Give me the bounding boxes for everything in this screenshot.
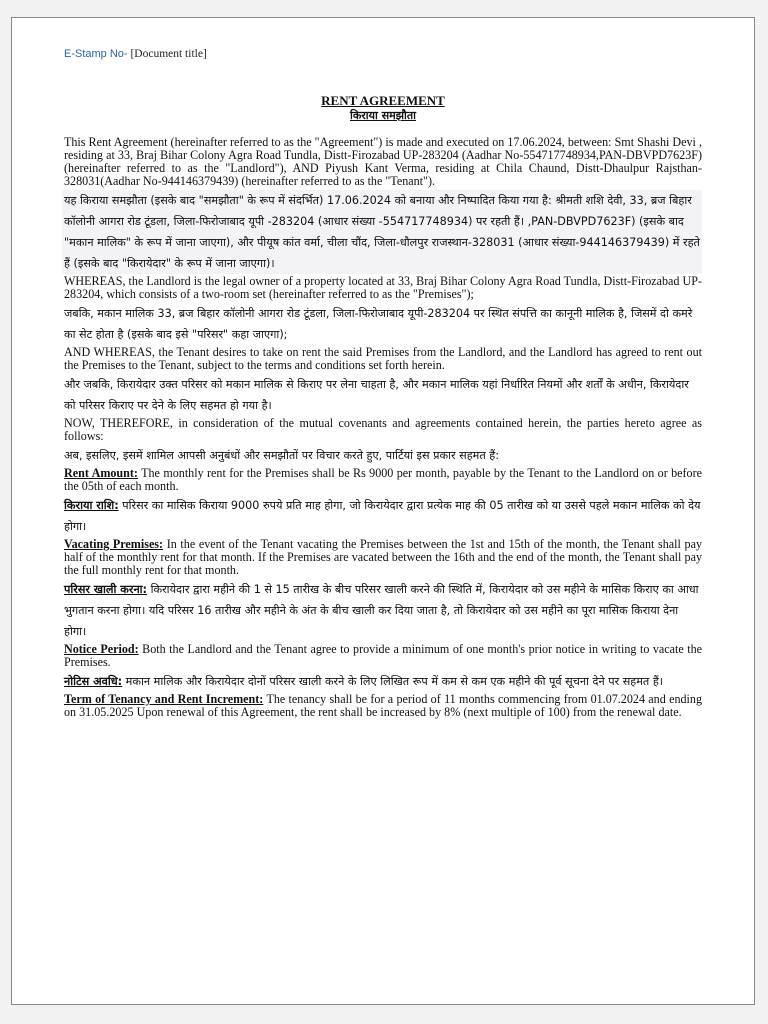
- term-clause-english: [64, 693, 702, 719]
- vacating-label: Vacating Premises:: [64, 537, 164, 551]
- vacating-text-hindi: किरायेदार द्वारा महीने की 1 से 15 तारीख के बीच परिसर खाली करने की स्थिति में, किरायेदार को उस महीने के मासिक किराए का आधा भुगतान करना होगा। यदि परिसर 16 तारीख और महीने के अंत के बीच खाली कर दिया जाता है, तो किरायेदार को उस महीने का पूरा मासिक किराया देना होगा।: [64, 583, 699, 638]
- estamp-label: E-Stamp No-: [64, 48, 128, 60]
- notice-clause-english: [64, 643, 702, 669]
- document-header: [64, 47, 207, 61]
- notice-text: Both the Landlord and the Tenant agree to provide a minimum of one month's prior notice in writing to vacate the Premises.: [64, 642, 702, 669]
- notice-clause-hindi: [64, 671, 702, 692]
- document-body: [64, 93, 702, 721]
- notice-label-hindi: नोटिस अवधि:: [64, 675, 123, 688]
- notice-text-hindi: मकान मालिक और किरायेदार दोनों परिसर खाली करने के लिए लिखित रूप में कम से कम एक महीने की पूर्व सूचना देने पर सहमत हैं।: [122, 675, 664, 688]
- notice-label: Notice Period:: [64, 642, 139, 656]
- now-therefore-english: NOW, THEREFORE, in consideration of the mutual covenants and agreements contained herein, the parties hereto agree as follows:: [64, 416, 702, 443]
- rent-amount-label-hindi: किराया राशि:: [64, 499, 119, 512]
- rent-amount-text-hindi: परिसर का मासिक किराया 9000 रुपये प्रति माह होगा, जो किरायेदार द्वारा प्रत्येक माह की 05 तारीख को या उससे पहले मकान मालिक को देय होगा।: [64, 499, 701, 533]
- document-title-field[interactable]: [Document title]: [130, 48, 207, 60]
- vacating-clause-english: [64, 538, 702, 577]
- vacating-clause-hindi: [64, 579, 702, 642]
- term-label: Term of Tenancy and Rent Increment:: [64, 692, 264, 706]
- rent-amount-label: Rent Amount:: [64, 466, 138, 480]
- intro-english: This Rent Agreement (hereinafter referred to as the "Agreement") is made and executed on 17.06.2024, between: Smt Shashi Devi , residing at 33, Braj Bihar Colony Agra Road Tundla, Distt-Firozabad UP-283204 (Aadhar No-554717748934,PAN-DBVPD7623F)(hereinafter referred to as the "Landlord"), AND Piyush Kant Verma, residing at Chila Chaund, Distt-Dhaulpur Rajsthan-328031(Aadhar No-944146379439) (hereinafter referred to as the "Tenant").: [64, 135, 702, 188]
- title-hindi: किराया समझौता: [349, 109, 416, 122]
- and-whereas-hindi: और जबकि, किरायेदार उक्त परिसर को मकान मालिक से किराए पर लेना चाहता है, और मकान मालिक यहां निर्धारित नियमों और शर्तों के अधीन, किरायेदार को परिसर किराए पर देने के लिए सहमत हो गया है।: [64, 378, 689, 412]
- whereas-hindi: जबकि, मकान मालिक 33, ब्रज बिहार कॉलोनी आगरा रोड टूंडला, जिला-फिरोजाबाद यूपी-283204 पर स्थित संपत्ति का कानूनी मालिक है, जिसमें दो कमरे का सेट होता है (इसके बाद इसे "परिसर" कहा जाएगा);: [64, 307, 693, 341]
- and-whereas-english: AND WHEREAS, the Tenant desires to take on rent the said Premises from the Landlord, and the Landlord has agreed to rent out the Premises to the Tenant, subject to the terms and conditions set forth herein.: [64, 345, 702, 372]
- vacating-text: In the event of the Tenant vacating the Premises between the 1st and 15th of the month, the Tenant shall pay half of the monthly rent for that month. If the Premises are vacated between the 16th and the end of the month, the Tenant shall pay the full monthly rent for that month.: [64, 537, 702, 577]
- document-page: [11, 17, 755, 1005]
- vacating-label-hindi: परिसर खाली करना:: [64, 583, 148, 596]
- now-therefore-hindi: अब, इसलिए, इसमें शामिल आपसी अनुबंधों और समझौतों पर विचार करते हुए, पार्टियां इस प्रकार सहमत हैं:: [64, 449, 499, 462]
- title-english: RENT AGREEMENT: [321, 93, 445, 108]
- rent-amount-text: The monthly rent for the Premises shall be Rs 9000 per month, payable by the Tenant to the Landlord on or before the 05th of each month.: [64, 466, 702, 493]
- whereas-english: WHEREAS, the Landlord is the legal owner of a property located at 33, Braj Bihar Colony Agra Road Tundla, Distt-Firozabad UP-283204, which consists of a two-room set (hereinafter referred to as the "Premises");: [64, 274, 702, 301]
- rent-amount-clause-english: [64, 467, 702, 493]
- term-text: The tenancy shall be for a period of 11 months commencing from 01.07.2024 and ending on 31.05.2025 Upon renewal of this Agreement, the rent shall be increased by 8% (next multiple of 100) from the renewal date.: [64, 692, 703, 719]
- intro-hindi: यह किराया समझौता (इसके बाद "समझौता" के रूप में संदर्भित) 17.06.2024 को बनाया और निष्पादित किया गया है: श्रीमती शशि देवी, 33, ब्रज बिहार कॉलोनी आगरा रोड टूंडला, जिला-फिरोजाबाद यूपी -283204 (आधार संख्या -554717748934) पर रहती हैं। ,PAN-DBVPD7623F) (इसके बाद "मकान मालिक" के रूप में जाना जाएगा), और पीयूष कांत वर्मा, चीला चौंद, जिला-धौलपुर राजस्थान-328031 (आधार संख्या-944146379439) में रहते हैं (इसके बाद "किरायेदार" के रूप में जाना जाएगा)।: [62, 190, 702, 274]
- rent-amount-clause-hindi: [64, 495, 702, 537]
